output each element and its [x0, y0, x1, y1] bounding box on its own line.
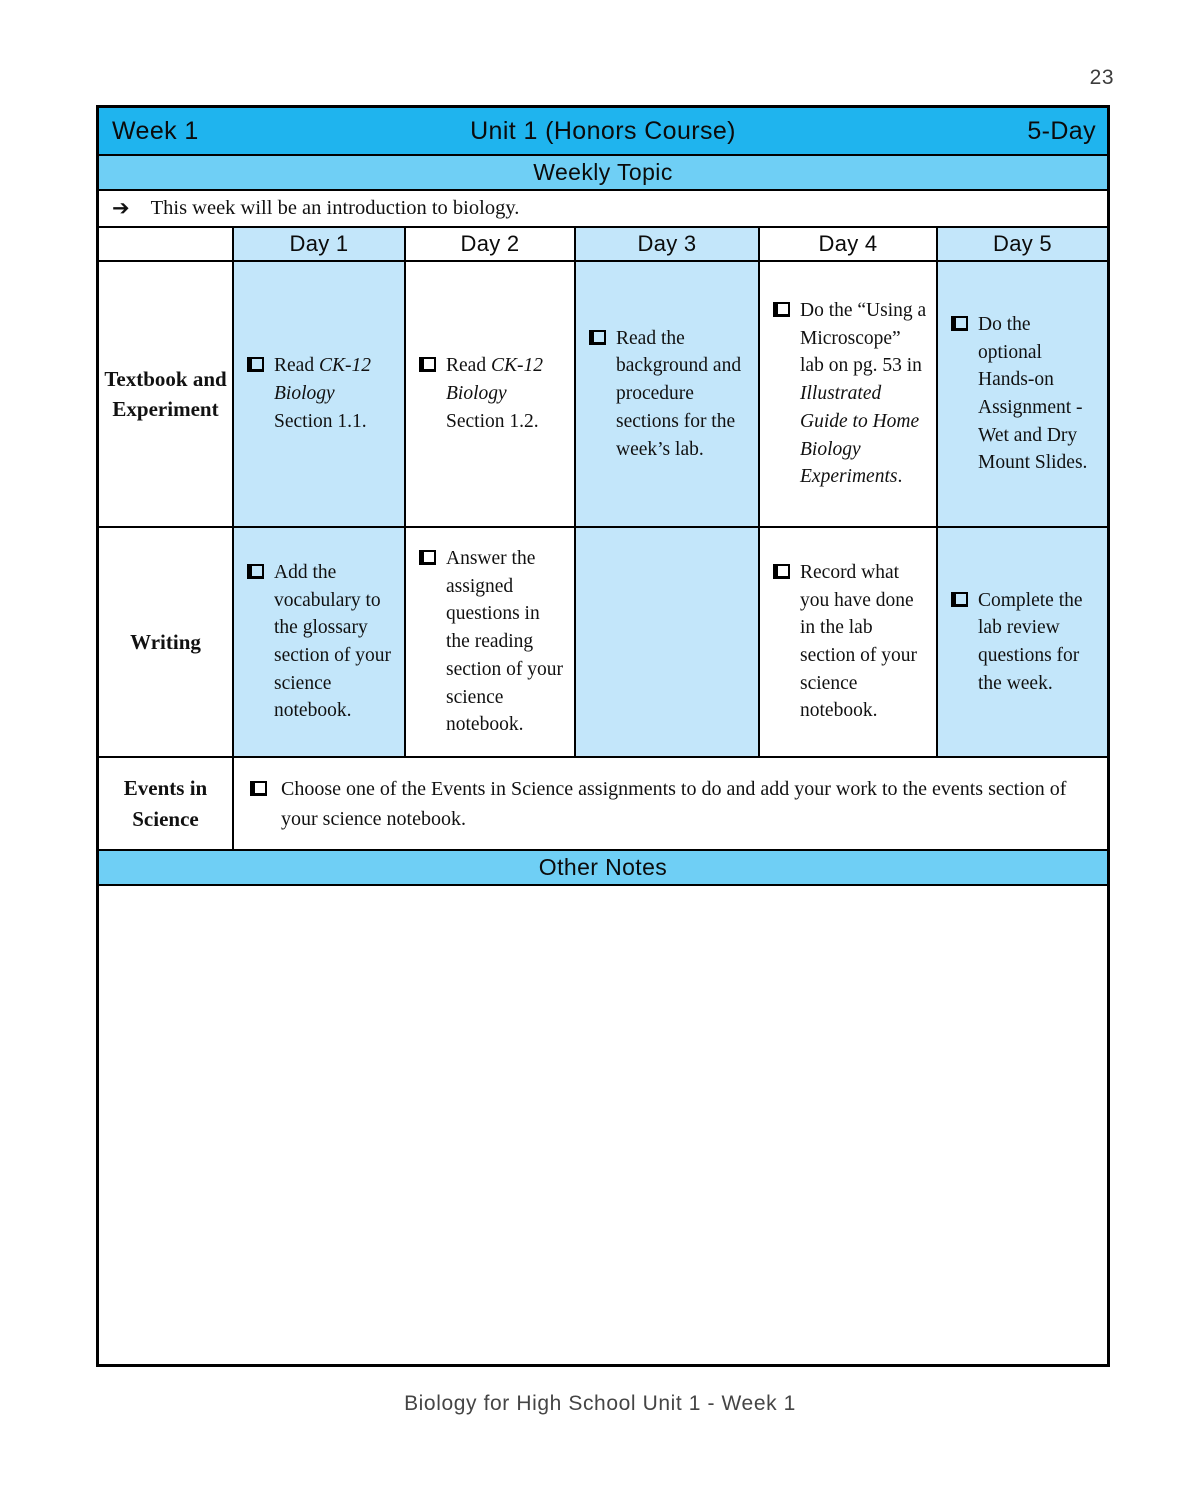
- weekly-topic-bar: [99, 156, 1107, 189]
- day-1-header: Day 1: [234, 228, 404, 260]
- writing-day1-cell: [234, 528, 404, 756]
- events-cell: [234, 758, 1107, 849]
- task-text: Do the “Using a Microscope” lab on pg. 53 in Illustrated Guide to Home Biology Experiments.: [800, 300, 927, 488]
- other-notes-area: [99, 886, 1107, 1364]
- textbook-day3-cell: [576, 262, 758, 526]
- writing-day5-cell: [938, 528, 1107, 756]
- task-text: Add the vocabulary to the glossary section of your science notebook.: [274, 561, 391, 722]
- checkbox-icon[interactable]: [773, 302, 790, 317]
- right-arrow-icon: ➔: [112, 196, 130, 220]
- task-text: Do the optional Hands-on Assignment - Wet and Dry Mount Slides.: [978, 313, 1088, 474]
- textbook-day1-cell: [234, 262, 404, 526]
- task-text: Answer the assigned questions in the reading section of your science notebook.: [446, 548, 563, 736]
- checkbox-icon[interactable]: [419, 357, 436, 372]
- writing-row-label: Writing: [99, 528, 232, 756]
- textbook-day2-cell: [406, 262, 574, 526]
- task-item: [417, 545, 565, 739]
- task-text: Read the background and procedure sections for the week’s lab.: [616, 327, 742, 460]
- task-item: [771, 297, 927, 491]
- checkbox-icon[interactable]: [247, 564, 264, 579]
- weekly-topic-row: [99, 191, 1107, 226]
- checkbox-icon[interactable]: [773, 564, 790, 579]
- writing-day3-cell-empty: [576, 528, 758, 756]
- other-notes-bar: [99, 851, 1107, 884]
- task-text: Record what you have done in the lab section of your science notebook.: [800, 561, 917, 722]
- checkbox-icon[interactable]: [951, 592, 968, 607]
- textbook-row-label: Textbook and Experiment: [99, 262, 232, 526]
- schedule-type-label: 5-Day: [1027, 116, 1096, 145]
- day-4-header: Day 4: [760, 228, 936, 260]
- task-item: [245, 559, 395, 725]
- page-footer: Biology for High School Unit 1 - Week 1: [404, 1392, 796, 1415]
- textbook-day4-cell: [760, 262, 936, 526]
- task-text: Choose one of the Events in Science assignments to do and add your work to the events section of your science notebook.: [281, 777, 1067, 830]
- task-item: [771, 559, 927, 725]
- task-item: [587, 325, 749, 463]
- checkbox-icon[interactable]: [419, 550, 436, 565]
- unit-title: Unit 1 (Honors Course): [470, 116, 736, 145]
- textbook-day5-cell: [938, 262, 1107, 526]
- day-2-header: Day 2: [406, 228, 574, 260]
- checkbox-icon[interactable]: [589, 330, 606, 345]
- task-item: [417, 352, 565, 435]
- day-header-spacer: [99, 228, 232, 260]
- other-notes-bar-label: Other Notes: [538, 854, 668, 880]
- page-number: 23: [1089, 66, 1114, 89]
- day-5-header: Day 5: [938, 228, 1107, 260]
- task-item: [248, 774, 1087, 834]
- events-row-label: Events in Science: [99, 758, 232, 849]
- writing-day4-cell: [760, 528, 936, 756]
- checkbox-icon[interactable]: [250, 781, 267, 796]
- task-text: Read CK-12 Biology Section 1.2.: [446, 355, 543, 432]
- weekly-topic-bar-label: Weekly Topic: [533, 159, 673, 185]
- task-item: [949, 587, 1098, 698]
- week-label: Week 1: [112, 116, 199, 145]
- writing-day2-cell: [406, 528, 574, 756]
- task-item: [949, 311, 1098, 477]
- day-3-header: Day 3: [576, 228, 758, 260]
- weekly-topic-text: This week will be an introduction to biology.: [150, 197, 520, 219]
- weekly-planner-table: [96, 105, 1110, 1367]
- task-text: Read CK-12 Biology Section 1.1.: [274, 355, 371, 432]
- task-text: Complete the lab review questions for the week.: [978, 589, 1083, 694]
- task-item: [245, 352, 395, 435]
- title-bar: [99, 108, 1107, 154]
- checkbox-icon[interactable]: [951, 316, 968, 331]
- checkbox-icon[interactable]: [247, 357, 264, 372]
